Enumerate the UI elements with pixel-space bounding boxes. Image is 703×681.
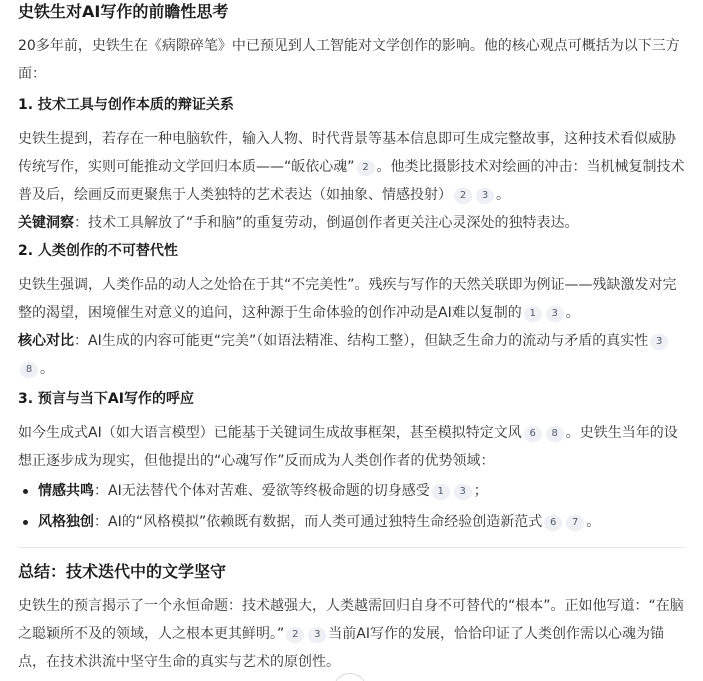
list-item — [18, 477, 685, 505]
section-3-list — [18, 477, 685, 536]
summary-body — [18, 592, 685, 676]
summary-section — [18, 560, 685, 584]
list-item-text: ：AI的“风格模拟”依赖既有数据，而人类可通过独特生命经验创造新范式 — [94, 514, 543, 530]
bullet-dot — [23, 520, 28, 525]
section-3-text-a: 如今生成式AI（如大语言模型）已能基于关键词生成故事框架，甚至模拟特定文风 — [18, 425, 522, 441]
list-item-label: 情感共鸣 — [38, 483, 94, 499]
section-2-core-contrast — [18, 327, 685, 383]
section-1-text-a: 史铁生提到，若存在一种电脑软件，输入人物、时代背景等基本信息即可生成完整故事，这种技术看似威胁传统写作，实则可能推动文学回归本质——“皈依心魂” — [18, 131, 676, 175]
section-3-body — [18, 419, 685, 536]
citation-badge[interactable]: 3 — [476, 188, 494, 204]
section-1 — [18, 94, 685, 116]
section-1-key-insight — [18, 209, 685, 237]
list-item-end: 。 — [586, 514, 601, 530]
section-2-heading: 2. 人类创作的不可替代性 — [18, 243, 178, 259]
section-1-text-b: 。他类比摄影技术对绘画的冲击：当机械复制技术普及后，绘画反而更聚焦于人类独特的艺术表达（如抽象、情感投射） — [18, 159, 685, 203]
section-2-body — [18, 271, 685, 383]
list-item-label: 风格独创 — [38, 514, 94, 530]
section-2-text-end: 。 — [565, 305, 580, 321]
bullet-dot — [23, 489, 28, 494]
intro-block — [18, 32, 685, 88]
section-3-text-mid: 。史铁生当年的设想正逐步成为现实，但他提出的“心魂写作”反而成为人类创作者的优势领域： — [18, 425, 678, 469]
list-item-text: ：AI无法替代个体对苦难、爱欲等终极命题的切身感受 — [94, 483, 430, 499]
section-3-paragraph — [18, 419, 685, 475]
core-contrast-label: 核心对比 — [18, 333, 74, 349]
citation-badge[interactable]: 6 — [524, 426, 542, 442]
list-item-end: ； — [473, 483, 488, 499]
section-divider — [18, 547, 685, 548]
summary-text-b: 当前AI写作的发展，恰恰印证了人类创作需以心魂为锚点，在技术洪流中坚守生命的真实与艺术的原创性。 — [18, 626, 664, 670]
citation-badge[interactable]: 6 — [544, 515, 562, 531]
section-1-body — [18, 125, 685, 237]
summary-text-a: 史铁生的预言揭示了一个永恒命题：技术越强大，人类越需回归自身不可替代的“根本”。正如他写道：“在脑之聪颖所不及的领域，人之根本更其鲜明。” — [18, 598, 684, 642]
citation-badge[interactable]: 1 — [524, 306, 542, 322]
summary-heading: 总结：技术迭代中的文学坚守 — [18, 562, 227, 581]
section-1-paragraph — [18, 125, 685, 209]
citation-badge[interactable]: 3 — [546, 306, 564, 322]
citation-badge[interactable]: 1 — [432, 484, 450, 500]
intro-paragraph: 20多年前，史铁生在《病隙碎笔》中已预见到人工智能对文学创作的影响。他的核心观点可概括为以下三方面： — [18, 38, 680, 82]
citation-badge[interactable]: 7 — [566, 515, 584, 531]
citation-badge[interactable]: 2 — [357, 160, 375, 176]
section-1-text-end: 。 — [496, 187, 510, 203]
section-3 — [18, 388, 685, 410]
citation-badge[interactable]: 8 — [20, 362, 38, 378]
summary-paragraph — [18, 592, 685, 676]
citation-badge[interactable]: 2 — [286, 627, 304, 643]
list-item — [18, 508, 685, 536]
citation-badge[interactable]: 2 — [454, 188, 472, 204]
section-3-heading: 3. 预言与当下AI写作的呼应 — [18, 391, 194, 407]
citation-badge[interactable]: 3 — [308, 627, 326, 643]
section-2-paragraph — [18, 271, 685, 327]
citation-badge[interactable]: 3 — [454, 484, 472, 500]
citation-badge[interactable]: 8 — [546, 426, 564, 442]
section-2-text-a: 史铁生强调，人类作品的动人之处恰在于其“不完美性”。残疾与写作的天然关联即为例证——残缺激发对完整的渴望，困境催生对意义的追问，这种源于生命体验的创作冲动是AI难以复制的 — [18, 277, 677, 321]
page-title: 史铁生对AI写作的前瞻性思考 — [18, 2, 229, 21]
section-2-text-end-b: 。 — [40, 361, 54, 377]
core-contrast-text: ：AI生成的内容可能更“完美”（如语法精准、结构工整），但缺乏生命力的流动与矛盾的真实性 — [74, 333, 649, 349]
key-insight-label: 关键洞察 — [18, 215, 74, 231]
section-2 — [18, 240, 685, 262]
key-insight-text: ：技术工具解放了“手和脑”的重复劳动，倒逼创作者更关注心灵深处的独特表达。 — [74, 215, 579, 231]
citation-badge[interactable]: 3 — [650, 334, 668, 350]
section-1-heading: 1. 技术工具与创作本质的辩证关系 — [18, 97, 234, 113]
